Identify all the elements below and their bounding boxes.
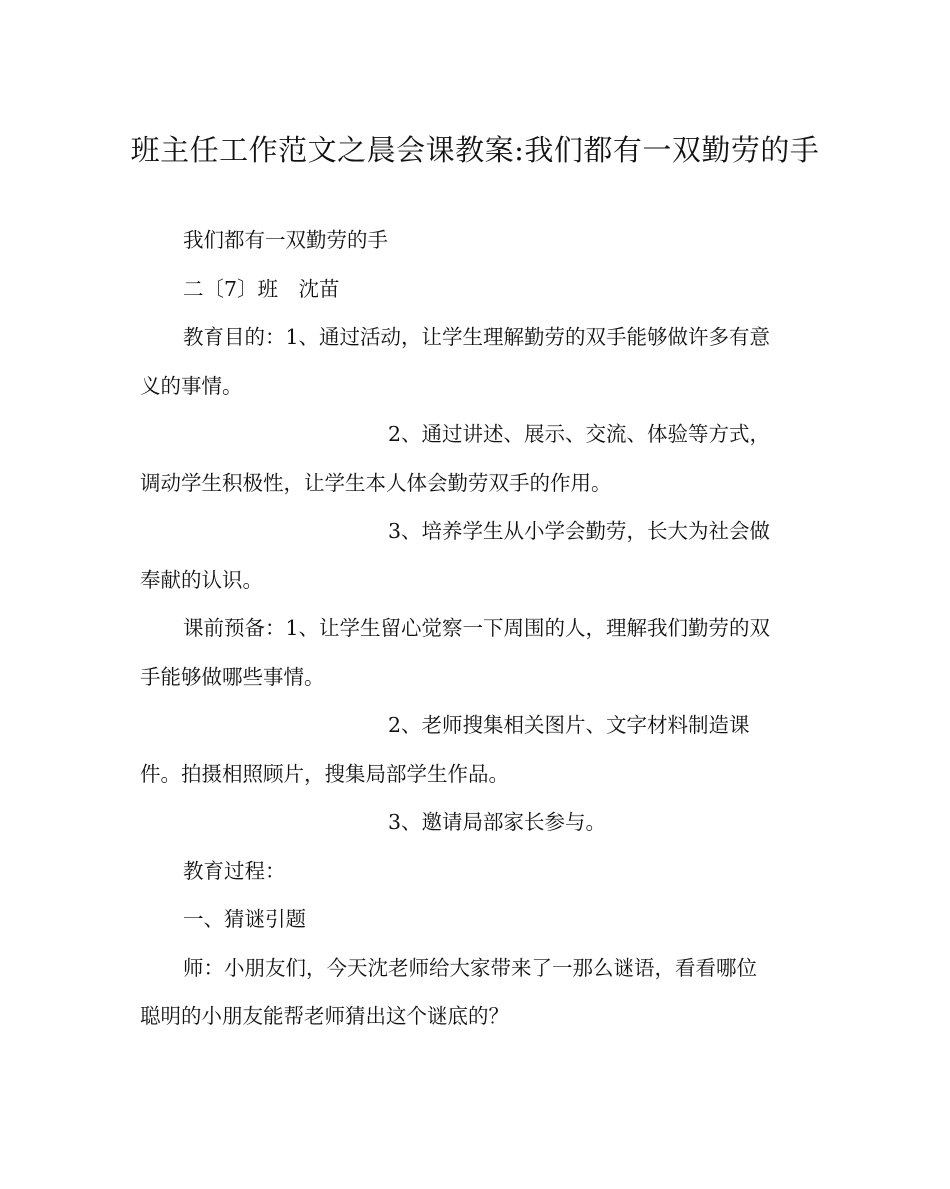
paragraph-line: 聪明的小朋友能帮老师猜出这个谜底的？ xyxy=(140,1004,509,1028)
paragraph-line: 2、通过讲述、展示、交流、体验等方式， xyxy=(388,422,771,446)
subtitle-line: 我们都有一双勤劳的手 xyxy=(183,228,388,252)
document-body xyxy=(140,216,806,1041)
paragraph-line: 2、老师搜集相关图片、文字材料制造课 xyxy=(388,713,750,737)
paragraph-line: 义的事情。 xyxy=(140,373,243,398)
section-heading: 教育过程： xyxy=(183,858,286,883)
paragraph-line: 3、邀请局部家长参与。 xyxy=(388,810,607,834)
paragraph-line: 3、培养学生从小学会勤劳，长大为社会做 xyxy=(388,519,771,543)
paragraph-line: 师：小朋友们，今天沈老师给大家带来了一那么谜语，看看哪位 xyxy=(183,955,757,980)
class-author-line: 二〔7〕班 沈苗 xyxy=(183,276,340,301)
paragraph-line: 件。拍摄相照顾片，搜集局部学生作品。 xyxy=(140,761,509,786)
document-title: 班主任工作范文之晨会课教案:我们都有一双勤劳的手 xyxy=(130,133,820,167)
paragraph-line: 手能够做哪些事情。 xyxy=(140,664,325,689)
section-heading: 一、猜谜引题 xyxy=(183,907,306,931)
paragraph-line: 教育目的：1、通过活动，让学生理解勤劳的双手能够做许多有意 xyxy=(183,325,771,349)
paragraph-line: 奉献的认识。 xyxy=(140,567,263,592)
paragraph-line: 调动学生积极性，让学生本人体会勤劳双手的作用。 xyxy=(140,470,612,495)
paragraph-line: 课前预备：1、让学生留心觉察一下周围的人，理解我们勤劳的双 xyxy=(183,616,771,640)
